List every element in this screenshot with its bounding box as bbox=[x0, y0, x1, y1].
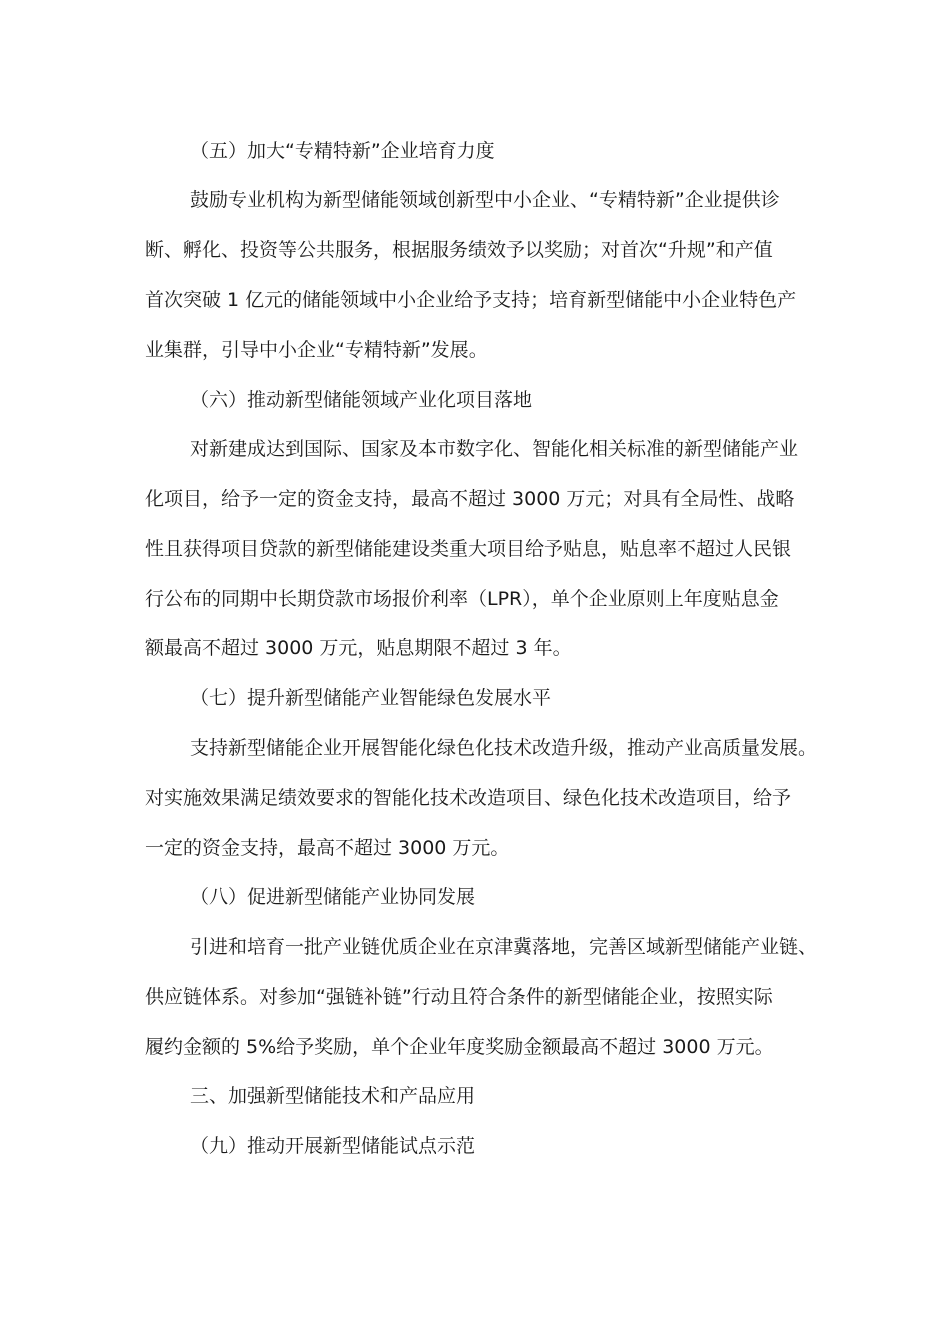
section-heading-6: （六）推动新型储能领域产业化项目落地 bbox=[190, 389, 533, 411]
paragraph-line: 支持新型储能企业开展智能化绿色化技术改造升级，推动产业高质量发展。 bbox=[190, 737, 818, 759]
paragraph-line: 额最高不超过 3000 万元，贴息期限不超过 3 年。 bbox=[145, 637, 572, 659]
section-heading-8: （八）促进新型储能产业协同发展 bbox=[190, 886, 476, 908]
section-heading-7: （七）提升新型储能产业智能绿色发展水平 bbox=[190, 687, 552, 709]
paragraph-line: 性且获得项目贷款的新型储能建设类重大项目给予贴息，贴息率不超过人民银 bbox=[145, 538, 792, 560]
paragraph-line: 化项目，给予一定的资金支持，最高不超过 3000 万元；对具有全局性、战略 bbox=[145, 488, 795, 510]
paragraph-line: 引进和培育一批产业链优质企业在京津冀落地，完善区域新型储能产业链、 bbox=[190, 936, 818, 958]
paragraph-line: 履约金额的 5%给予奖励，单个企业年度奖励金额最高不超过 3000 万元。 bbox=[145, 1036, 774, 1058]
section-heading-9: （九）推动开展新型储能试点示范 bbox=[190, 1135, 476, 1157]
paragraph-line: 对实施效果满足绩效要求的智能化技术改造项目、绿色化技术改造项目，给予 bbox=[145, 787, 792, 809]
paragraph-line: 行公布的同期中长期贷款市场报价利率（LPR），单个企业原则上年度贴息金 bbox=[145, 588, 779, 610]
paragraph-line: 供应链体系。对参加“强链补链”行动且符合条件的新型储能企业，按照实际 bbox=[145, 986, 773, 1008]
paragraph-line: 首次突破 1 亿元的储能领域中小企业给予支持；培育新型储能中小企业特色产 bbox=[145, 289, 797, 311]
chapter-heading-3: 三、加强新型储能技术和产品应用 bbox=[190, 1085, 476, 1107]
paragraph-line: 一定的资金支持，最高不超过 3000 万元。 bbox=[145, 837, 510, 859]
paragraph-line: 业集群，引导中小企业“专精特新”发展。 bbox=[145, 339, 488, 361]
section-heading-5: （五）加大“专精特新”企业培育力度 bbox=[190, 140, 495, 162]
paragraph-line: 鼓励专业机构为新型储能领域创新型中小企业、“专精特新”企业提供诊 bbox=[190, 189, 780, 211]
paragraph-line: 断、孵化、投资等公共服务，根据服务绩效予以奖励；对首次“升规”和产值 bbox=[145, 239, 773, 261]
paragraph-line: 对新建成达到国际、国家及本市数字化、智能化相关标准的新型储能产业 bbox=[190, 438, 799, 460]
